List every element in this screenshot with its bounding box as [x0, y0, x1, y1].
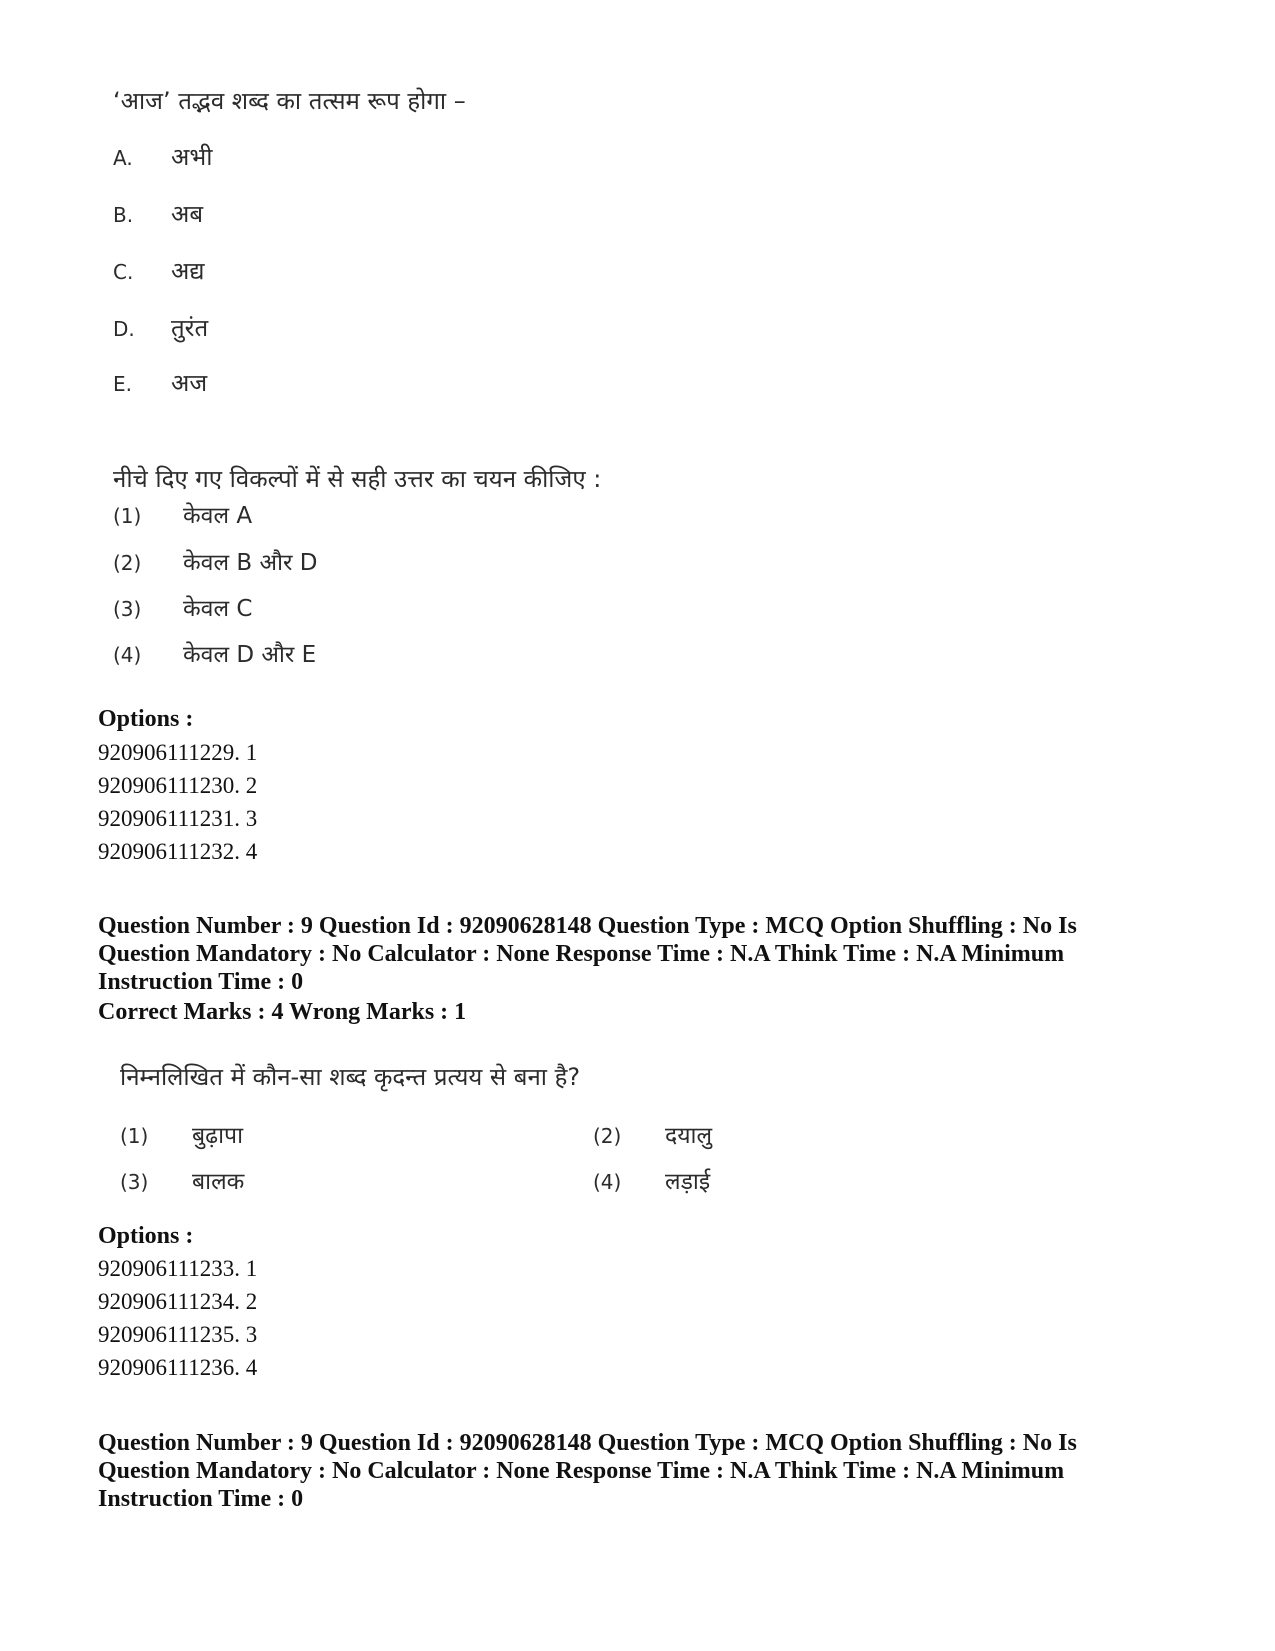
options-heading: Options :: [98, 706, 194, 732]
statement-letter: E.: [113, 372, 132, 396]
statement-letter: A.: [113, 146, 133, 170]
question-1-instruction: नीचे दिए गए विकल्पों में से सही उत्तर का चयन कीजिए :: [113, 465, 602, 493]
choice-1: [113, 498, 252, 530]
statement-letter: B.: [113, 203, 134, 227]
statement-text: अज: [171, 369, 208, 397]
choice-3: [113, 591, 252, 623]
statement-a: [113, 140, 212, 173]
choice-text: केवल D और E: [183, 642, 317, 668]
choice-2: [113, 545, 317, 577]
choice-number: (2): [593, 1124, 622, 1148]
options-heading: Options :: [98, 1223, 194, 1249]
choice-4: [113, 637, 316, 669]
meta-line: Question Mandatory : No Calculator : None Response Time : N.A Think Time : N.A Minimum: [98, 1458, 1065, 1484]
q2-choice-1: [120, 1118, 243, 1150]
choice-number: (4): [593, 1170, 622, 1194]
choice-number: (2): [113, 551, 142, 575]
choice-number: (4): [113, 643, 142, 667]
choice-text: केवल B और D: [183, 550, 318, 576]
statement-c: [113, 254, 204, 287]
choice-number: (3): [113, 597, 142, 621]
option-line: 920906111234. 2: [98, 1289, 258, 1314]
choice-number: (1): [113, 504, 142, 528]
meta-line: Instruction Time : 0: [98, 1486, 304, 1512]
meta-line: Question Number : 9 Question Id : 92090628148 Question Type : MCQ Option Shuffling : No Is: [98, 1430, 1077, 1456]
choice-text: दयालु: [665, 1123, 713, 1149]
option-line: 920906111236. 4: [98, 1355, 258, 1380]
choice-text: लड़ाई: [665, 1169, 711, 1195]
meta-line: Instruction Time : 0: [98, 969, 304, 995]
question-meta: [98, 1429, 1118, 1513]
marks-line: Correct Marks : 4 Wrong Marks : 1: [98, 999, 467, 1025]
option-line: 920906111229. 1: [98, 740, 258, 765]
choice-text: केवल A: [183, 503, 253, 529]
statement-text: अभी: [171, 143, 213, 171]
q2-choice-2: [593, 1118, 712, 1150]
statement-letter: D.: [113, 317, 135, 341]
option-line: 920906111231. 3: [98, 806, 258, 831]
statement-e: [113, 366, 207, 399]
choice-text: केवल C: [183, 596, 253, 622]
q2-choice-4: [593, 1164, 710, 1196]
choice-number: (1): [120, 1124, 149, 1148]
question-meta: [98, 912, 1118, 996]
option-line: 920906111235. 3: [98, 1322, 258, 1347]
q2-choice-3: [120, 1164, 244, 1196]
question-2-stem: निम्नलिखित में कौन-सा शब्द कृदन्त प्रत्यय से बना है?: [120, 1063, 581, 1091]
option-line: 920906111233. 1: [98, 1256, 258, 1281]
statement-text: अद्य: [171, 257, 205, 285]
statement-b: [113, 197, 203, 230]
meta-line: Question Number : 9 Question Id : 92090628148 Question Type : MCQ Option Shuffling : No Is: [98, 913, 1077, 939]
statement-text: अब: [171, 200, 204, 228]
choice-text: बुढ़ापा: [192, 1123, 244, 1149]
question-1-stem: ‘आज’ तद्भव शब्द का तत्सम रूप होगा –: [113, 87, 466, 115]
statement-d: [113, 311, 208, 344]
choice-text: बालक: [192, 1169, 245, 1195]
option-line: 920906111232. 4: [98, 839, 258, 864]
option-line: 920906111230. 2: [98, 773, 258, 798]
choice-number: (3): [120, 1170, 149, 1194]
meta-line: Question Mandatory : No Calculator : None Response Time : N.A Think Time : N.A Minimum: [98, 941, 1065, 967]
statement-letter: C.: [113, 260, 134, 284]
statement-text: तुरंत: [171, 314, 209, 342]
